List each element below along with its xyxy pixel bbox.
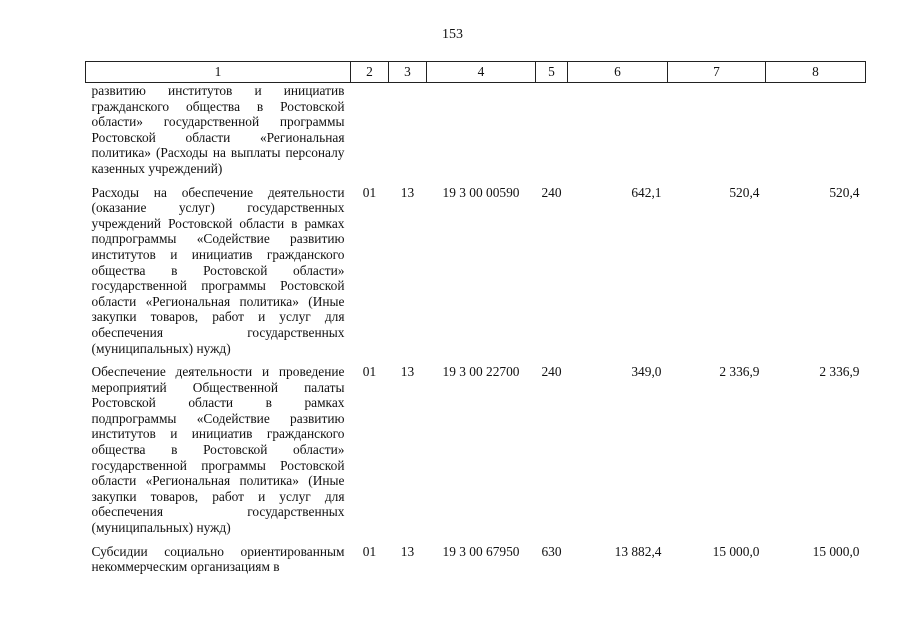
row-description: Обеспечение деятельности и проведение мероприятий Общественной палаты Ростовской области в рамках подпрограммы «Содействие развитию институтов и инициатив гражданского общества в Ростовской области» государственной программы Ростовской области «Региональная политика» (Иные закупки товаров, работ и услуг для обеспечения государственных (муниципальных) нужд)	[91, 364, 345, 536]
row-expense-type: 240	[541, 364, 562, 380]
column-header-7: 7	[668, 62, 766, 83]
column-header-6: 6	[568, 62, 668, 83]
row-section: 01	[362, 364, 377, 380]
table-row	[86, 544, 866, 575]
header-row	[86, 62, 866, 83]
table-row	[86, 185, 866, 365]
row-amount-col6: 349,0	[631, 364, 662, 380]
row-target-article: 19 3 00 22700	[442, 364, 520, 380]
column-header-2: 2	[351, 62, 389, 83]
column-header-4: 4	[427, 62, 536, 83]
row-subsection: 13	[400, 184, 415, 200]
row-amount-col7: 520,4	[729, 184, 760, 200]
row-amount-col8: 15 000,0	[812, 543, 860, 559]
row-description: Субсидии социально ориентированным некоммерческим организациям в	[91, 543, 345, 575]
row-target-article: 19 3 00 00590	[442, 184, 520, 200]
row-amount-col7: 2 336,9	[719, 364, 760, 380]
column-header-5: 5	[536, 62, 568, 83]
table-row	[86, 83, 866, 185]
row-section: 01	[362, 184, 377, 200]
row-target-article: 19 3 00 67950	[442, 543, 520, 559]
row-amount-col8	[766, 83, 866, 185]
row-amount-col6: 13 882,4	[614, 543, 662, 559]
row-description: развитию институтов и инициатив гражданского общества в Ростовской области» государственной программы Ростовской области «Региональная политика» (Расходы на выплаты персоналу казенных учреждений)	[91, 83, 345, 176]
table-row	[86, 364, 866, 544]
row-subsection: 13	[400, 543, 415, 559]
row-target-article	[427, 83, 536, 185]
budget-table	[85, 61, 866, 575]
column-header-8: 8	[766, 62, 866, 83]
row-subsection	[389, 83, 427, 185]
row-expense-type	[536, 83, 568, 185]
column-header-1: 1	[86, 62, 351, 83]
row-section	[351, 83, 389, 185]
row-amount-col6	[568, 83, 668, 185]
row-amount-col7	[668, 83, 766, 185]
row-amount-col7: 15 000,0	[712, 543, 760, 559]
row-section: 01	[362, 543, 377, 559]
column-header-3: 3	[389, 62, 427, 83]
row-amount-col8: 520,4	[829, 184, 860, 200]
row-amount-col6: 642,1	[631, 184, 662, 200]
row-expense-type: 630	[541, 543, 562, 559]
row-subsection: 13	[400, 364, 415, 380]
row-description: Расходы на обеспечение деятельности (оказание услуг) государственных учреждений Ростовской области в рамках подпрограммы «Содействие развитию институтов и инициатив гражданского общества в Ростовской области» государственной программы Ростовской области «Региональная политика» (Иные закупки товаров, работ и услуг для обеспечения государственных (муниципальных) нужд)	[91, 184, 345, 356]
row-expense-type: 240	[541, 184, 562, 200]
page-number: 153	[442, 27, 463, 42]
row-amount-col8: 2 336,9	[819, 364, 860, 380]
